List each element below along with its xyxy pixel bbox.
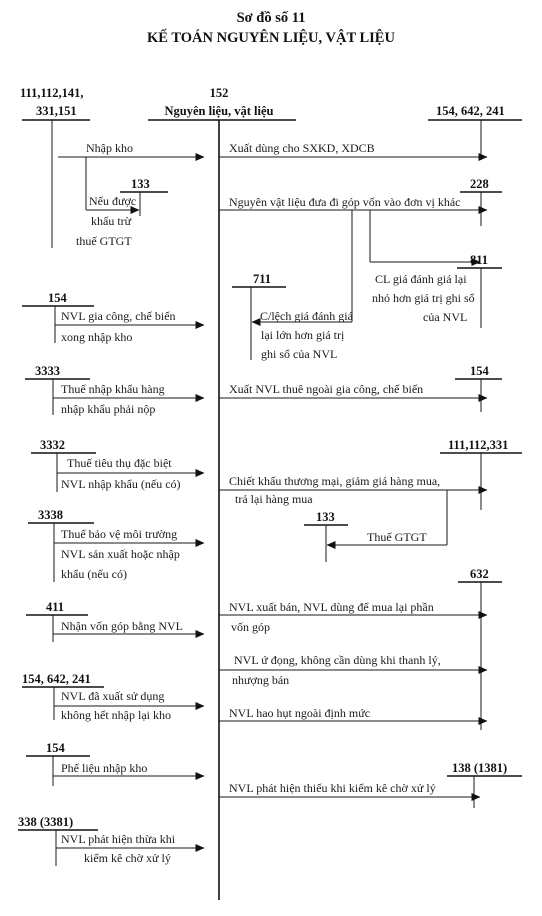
label-xuat-du-1: NVL đã xuất sử dụng [61, 689, 165, 703]
label-hao-hut: NVL hao hụt ngoài định mức [229, 706, 371, 720]
label-ck-2: trả lại hàng mua [235, 492, 313, 506]
label-ban-1: NVL xuất bán, NVL dùng để mua lại phần [229, 600, 434, 614]
label-gia-cong-2: xong nhập kho [61, 330, 133, 344]
label-ttdb-2: NVL nhập khẩu (nếu có) [61, 477, 181, 491]
right-account-138: 138 (1381) [452, 761, 508, 775]
left-account-154c: 154 [46, 741, 65, 755]
label-nk-2: nhập khẩu phải nộp [61, 402, 156, 416]
label-bvmt-3: khẩu (nếu có) [61, 567, 127, 581]
label-thue-gtgt: Thuế GTGT [367, 530, 427, 544]
label-thieu: NVL phát hiện thiếu khi kiểm kê chờ xử lý [229, 781, 436, 795]
label-nhap-kho: Nhập kho [86, 141, 133, 155]
right-account-632: 632 [470, 567, 489, 581]
label-thua-2: kiểm kê chờ xử lý [84, 851, 171, 865]
left-account-3333: 3333 [35, 364, 60, 378]
label-gia-cong-1: NVL gia công, chế biến [61, 309, 176, 323]
left-account-3332: 3332 [40, 438, 65, 452]
label-xuat-dung: Xuất dùng cho SXKD, XDCB [229, 141, 375, 155]
label-nk-1: Thuế nhập khẩu hàng [61, 382, 165, 396]
right-account-154b: 154 [470, 364, 489, 378]
left-account-111-line1: 111,112,141, [20, 86, 84, 100]
label-bvmt-1: Thuế bảo vệ môi trường [61, 527, 178, 541]
left-account-411: 411 [46, 600, 65, 614]
right-account-811: 811 [470, 253, 489, 267]
label-khau-tru-2: khấu trừ [91, 214, 132, 228]
label-cll-1: C/lệch giá đánh giá [260, 309, 353, 323]
label-bvmt-2: NVL sản xuất hoặc nhập [61, 547, 180, 561]
label-cl-2: nhỏ hơn giá trị ghi sổ [372, 291, 475, 305]
left-account-111-line2: 331,151 [36, 104, 77, 118]
label-khau-tru-3: thuế GTGT [76, 234, 132, 248]
label-ban-2: vốn góp [231, 620, 270, 634]
diagram-title-line2: KẾ TOÁN NGUYÊN LIỆU, VẬT LIỆU [147, 30, 395, 46]
left-account-133: 133 [131, 177, 150, 191]
label-phe-lieu: Phế liệu nhập kho [61, 761, 148, 775]
label-cll-3: ghi sổ của NVL [261, 347, 338, 361]
center-account-name: Nguyên liệu, vật liệu [164, 104, 274, 118]
right-account-133: 133 [316, 510, 335, 524]
left-account-3338: 3338 [38, 508, 63, 522]
label-cl-1: CL giá đánh giá lại [375, 272, 467, 286]
right-account-154: 154, 642, 241 [436, 104, 505, 118]
label-thue-ngoai: Xuất NVL thuê ngoài gia công, chế biến [229, 382, 424, 396]
label-cl-3: của NVL [423, 310, 468, 324]
left-account-154a: 154 [48, 291, 67, 305]
label-ud-1: NVL ứ đọng, không cần dùng khi thanh lý, [234, 653, 441, 667]
left-account-154b: 154, 642, 241 [22, 672, 91, 686]
right-account-711: 711 [253, 272, 272, 286]
label-ck-1: Chiết khấu thương mại, giảm giá hàng mua, [229, 474, 441, 488]
center-account-code: 152 [209, 86, 229, 100]
left-account-338: 338 (3381) [18, 815, 74, 829]
label-von-gop: Nhận vốn góp bằng NVL [61, 619, 183, 633]
right-account-111: 111,112,331 [448, 438, 509, 452]
label-cll-2: lại lớn hơn giá trị [261, 328, 345, 342]
label-ttdb-1: Thuế tiêu thụ đặc biệt [67, 456, 172, 470]
diagram-title-line1: Sơ đồ số 11 [236, 10, 306, 26]
label-thua-1: NVL phát hiện thừa khi [61, 832, 176, 846]
right-account-228: 228 [470, 177, 489, 191]
label-ud-2: nhượng bán [232, 673, 290, 687]
label-xuat-du-2: không hết nhập lại kho [61, 708, 171, 722]
label-gop-von: Nguyên vật liệu đưa đi góp vốn vào đơn vị khác [229, 195, 461, 209]
label-khau-tru-1: Nếu được [89, 194, 137, 208]
